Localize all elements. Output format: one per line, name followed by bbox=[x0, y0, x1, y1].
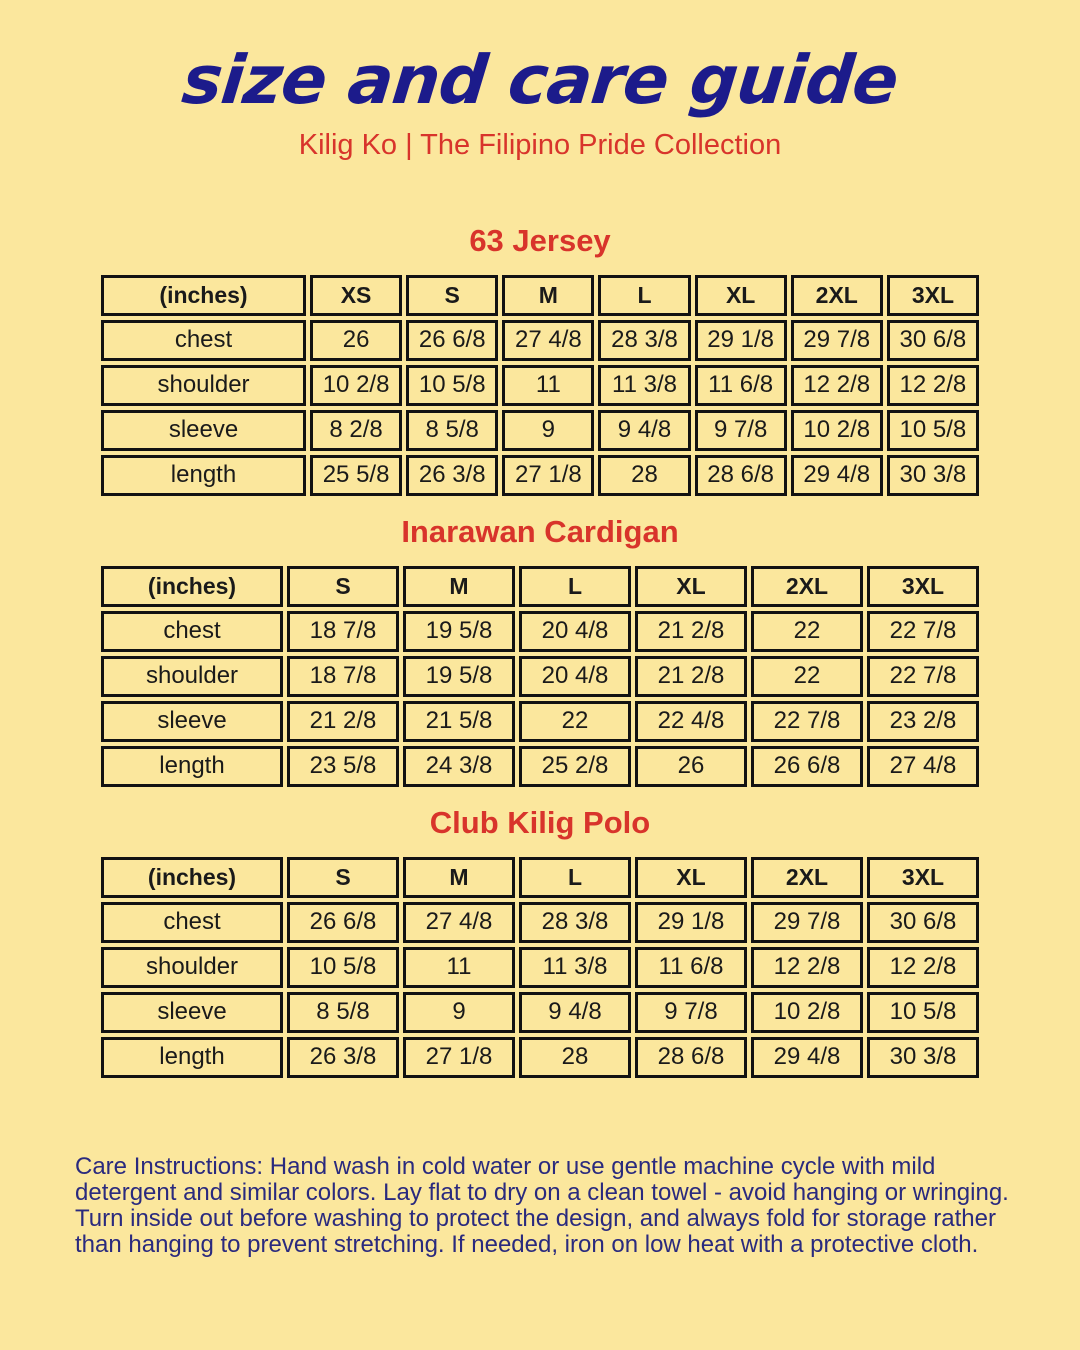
size-value-cell: 21 5/8 bbox=[403, 701, 515, 742]
table-row-length bbox=[101, 1037, 979, 1078]
column-header-cell-3xl: 3XL bbox=[867, 857, 979, 898]
size-value-cell: 10 5/8 bbox=[887, 410, 979, 451]
size-value-cell: 9 4/8 bbox=[519, 992, 631, 1033]
column-header-cell-l: L bbox=[519, 857, 631, 898]
column-header-cell-xl: XL bbox=[635, 566, 747, 607]
row-label-cell: shoulder bbox=[101, 947, 283, 988]
size-value-cell: 23 5/8 bbox=[287, 746, 399, 787]
size-value-cell: 8 5/8 bbox=[287, 992, 399, 1033]
column-header-cell-s: S bbox=[406, 275, 498, 316]
column-header-cell-2xl: 2XL bbox=[751, 566, 863, 607]
size-value-cell: 9 7/8 bbox=[695, 410, 787, 451]
column-header-cell-xl: XL bbox=[635, 857, 747, 898]
size-value-cell: 19 5/8 bbox=[403, 611, 515, 652]
table-title-inarawan-cardigan: Inarawan Cardigan bbox=[401, 513, 679, 549]
table-title-club-kilig-polo: Club Kilig Polo bbox=[429, 804, 651, 840]
size-value-cell: 27 1/8 bbox=[403, 1037, 515, 1078]
size-value-cell: 26 bbox=[635, 746, 747, 787]
size-value-cell: 22 4/8 bbox=[635, 701, 747, 742]
header-row bbox=[101, 275, 979, 316]
table-row-shoulder bbox=[101, 947, 979, 988]
size-value-cell: 11 6/8 bbox=[695, 365, 787, 406]
row-label-cell: chest bbox=[101, 902, 283, 943]
row-label-cell: length bbox=[101, 746, 283, 787]
care-instructions-text: Care Instructions: Hand wash in cold water or use gentle machine cycle with mild detergent and similar colors. Lay flat to dry on a clean towel - avoid hanging or wringing. Turn inside out before washing to protect the design, and always fold for storage rather than hanging to prevent stretching. If needed, iron on low heat with a protective cloth. bbox=[75, 1152, 1009, 1259]
page-header bbox=[0, 0, 1080, 162]
row-label-cell: shoulder bbox=[101, 365, 306, 406]
size-value-cell: 29 7/8 bbox=[751, 902, 863, 943]
size-table-club-kilig-polo bbox=[97, 853, 983, 1082]
column-header-cell-m: M bbox=[403, 566, 515, 607]
size-value-cell: 28 6/8 bbox=[635, 1037, 747, 1078]
size-value-cell: 12 2/8 bbox=[751, 947, 863, 988]
size-value-cell: 12 2/8 bbox=[867, 947, 979, 988]
size-value-cell: 10 5/8 bbox=[287, 947, 399, 988]
size-value-cell: 28 bbox=[519, 1037, 631, 1078]
row-label-cell: sleeve bbox=[101, 701, 283, 742]
table-row-sleeve bbox=[101, 992, 979, 1033]
size-value-cell: 10 2/8 bbox=[791, 410, 883, 451]
size-value-cell: 21 2/8 bbox=[635, 611, 747, 652]
size-value-cell: 20 4/8 bbox=[519, 656, 631, 697]
size-value-cell: 9 7/8 bbox=[635, 992, 747, 1033]
row-label-cell: chest bbox=[101, 320, 306, 361]
size-value-cell: 28 3/8 bbox=[598, 320, 690, 361]
table-row-sleeve bbox=[101, 410, 979, 451]
size-value-cell: 9 4/8 bbox=[598, 410, 690, 451]
size-value-cell: 18 7/8 bbox=[287, 611, 399, 652]
unit-header-cell: (inches) bbox=[101, 857, 283, 898]
size-value-cell: 21 2/8 bbox=[287, 701, 399, 742]
tables-region bbox=[0, 224, 1080, 1082]
row-label-cell: length bbox=[101, 455, 306, 496]
size-value-cell: 25 5/8 bbox=[310, 455, 402, 496]
size-value-cell: 26 6/8 bbox=[406, 320, 498, 361]
column-header-cell-2xl: 2XL bbox=[751, 857, 863, 898]
size-value-cell: 29 4/8 bbox=[751, 1037, 863, 1078]
table-row-length bbox=[101, 746, 979, 787]
size-value-cell: 25 2/8 bbox=[519, 746, 631, 787]
column-header-cell-l: L bbox=[519, 566, 631, 607]
size-value-cell: 24 3/8 bbox=[403, 746, 515, 787]
row-label-cell: length bbox=[101, 1037, 283, 1078]
column-header-cell-s: S bbox=[287, 566, 399, 607]
size-value-cell: 22 7/8 bbox=[867, 611, 979, 652]
size-table-inarawan-cardigan bbox=[97, 562, 983, 791]
size-value-cell: 29 1/8 bbox=[695, 320, 787, 361]
table-row-chest bbox=[101, 320, 979, 361]
table-title-63-jersey: 63 Jersey bbox=[469, 222, 611, 258]
size-value-cell: 10 5/8 bbox=[867, 992, 979, 1033]
column-header-cell-l: L bbox=[598, 275, 690, 316]
column-header-cell-xl: XL bbox=[695, 275, 787, 316]
size-value-cell: 26 6/8 bbox=[751, 746, 863, 787]
size-value-cell: 10 5/8 bbox=[406, 365, 498, 406]
size-value-cell: 30 3/8 bbox=[887, 455, 979, 496]
size-value-cell: 26 6/8 bbox=[287, 902, 399, 943]
column-header-cell-3xl: 3XL bbox=[867, 566, 979, 607]
size-value-cell: 11 3/8 bbox=[598, 365, 690, 406]
size-value-cell: 11 bbox=[403, 947, 515, 988]
table-row-chest bbox=[101, 902, 979, 943]
size-value-cell: 22 bbox=[751, 611, 863, 652]
size-value-cell: 26 bbox=[310, 320, 402, 361]
unit-header-cell: (inches) bbox=[101, 566, 283, 607]
column-header-cell-3xl: 3XL bbox=[887, 275, 979, 316]
size-value-cell: 27 4/8 bbox=[867, 746, 979, 787]
size-value-cell: 20 4/8 bbox=[519, 611, 631, 652]
size-value-cell: 11 6/8 bbox=[635, 947, 747, 988]
header-row bbox=[101, 566, 979, 607]
size-value-cell: 30 6/8 bbox=[867, 902, 979, 943]
table-row-shoulder bbox=[101, 656, 979, 697]
size-value-cell: 21 2/8 bbox=[635, 656, 747, 697]
size-value-cell: 23 2/8 bbox=[867, 701, 979, 742]
size-value-cell: 22 7/8 bbox=[867, 656, 979, 697]
size-table-section-inarawan-cardigan bbox=[0, 515, 1080, 791]
size-value-cell: 12 2/8 bbox=[887, 365, 979, 406]
column-header-cell-xs: XS bbox=[310, 275, 402, 316]
size-value-cell: 30 6/8 bbox=[887, 320, 979, 361]
size-value-cell: 9 bbox=[403, 992, 515, 1033]
size-value-cell: 28 3/8 bbox=[519, 902, 631, 943]
size-value-cell: 22 7/8 bbox=[751, 701, 863, 742]
size-value-cell: 10 2/8 bbox=[751, 992, 863, 1033]
size-value-cell: 11 bbox=[502, 365, 594, 406]
table-row-shoulder bbox=[101, 365, 979, 406]
table-row-sleeve bbox=[101, 701, 979, 742]
column-header-cell-m: M bbox=[502, 275, 594, 316]
size-value-cell: 19 5/8 bbox=[403, 656, 515, 697]
table-row-length bbox=[101, 455, 979, 496]
size-value-cell: 8 5/8 bbox=[406, 410, 498, 451]
size-table-section-63-jersey bbox=[0, 224, 1080, 500]
size-value-cell: 8 2/8 bbox=[310, 410, 402, 451]
header-row bbox=[101, 857, 979, 898]
table-row-chest bbox=[101, 611, 979, 652]
size-value-cell: 11 3/8 bbox=[519, 947, 631, 988]
size-value-cell: 12 2/8 bbox=[791, 365, 883, 406]
page-title: size and care guide bbox=[178, 41, 902, 119]
size-value-cell: 10 2/8 bbox=[310, 365, 402, 406]
size-table-63-jersey bbox=[97, 271, 983, 500]
size-value-cell: 22 bbox=[751, 656, 863, 697]
size-value-cell: 27 4/8 bbox=[403, 902, 515, 943]
row-label-cell: sleeve bbox=[101, 992, 283, 1033]
size-value-cell: 9 bbox=[502, 410, 594, 451]
column-header-cell-m: M bbox=[403, 857, 515, 898]
size-value-cell: 27 1/8 bbox=[502, 455, 594, 496]
row-label-cell: chest bbox=[101, 611, 283, 652]
unit-header-cell: (inches) bbox=[101, 275, 306, 316]
size-value-cell: 28 bbox=[598, 455, 690, 496]
size-value-cell: 29 1/8 bbox=[635, 902, 747, 943]
column-header-cell-s: S bbox=[287, 857, 399, 898]
size-table-section-club-kilig-polo bbox=[0, 806, 1080, 1082]
size-value-cell: 30 3/8 bbox=[867, 1037, 979, 1078]
size-value-cell: 27 4/8 bbox=[502, 320, 594, 361]
size-value-cell: 28 6/8 bbox=[695, 455, 787, 496]
size-value-cell: 29 7/8 bbox=[791, 320, 883, 361]
row-label-cell: shoulder bbox=[101, 656, 283, 697]
size-value-cell: 26 3/8 bbox=[287, 1037, 399, 1078]
size-value-cell: 26 3/8 bbox=[406, 455, 498, 496]
column-header-cell-2xl: 2XL bbox=[791, 275, 883, 316]
size-value-cell: 18 7/8 bbox=[287, 656, 399, 697]
row-label-cell: sleeve bbox=[101, 410, 306, 451]
page-subtitle: Kilig Ko | The Filipino Pride Collection bbox=[298, 128, 782, 161]
size-value-cell: 29 4/8 bbox=[791, 455, 883, 496]
size-value-cell: 22 bbox=[519, 701, 631, 742]
